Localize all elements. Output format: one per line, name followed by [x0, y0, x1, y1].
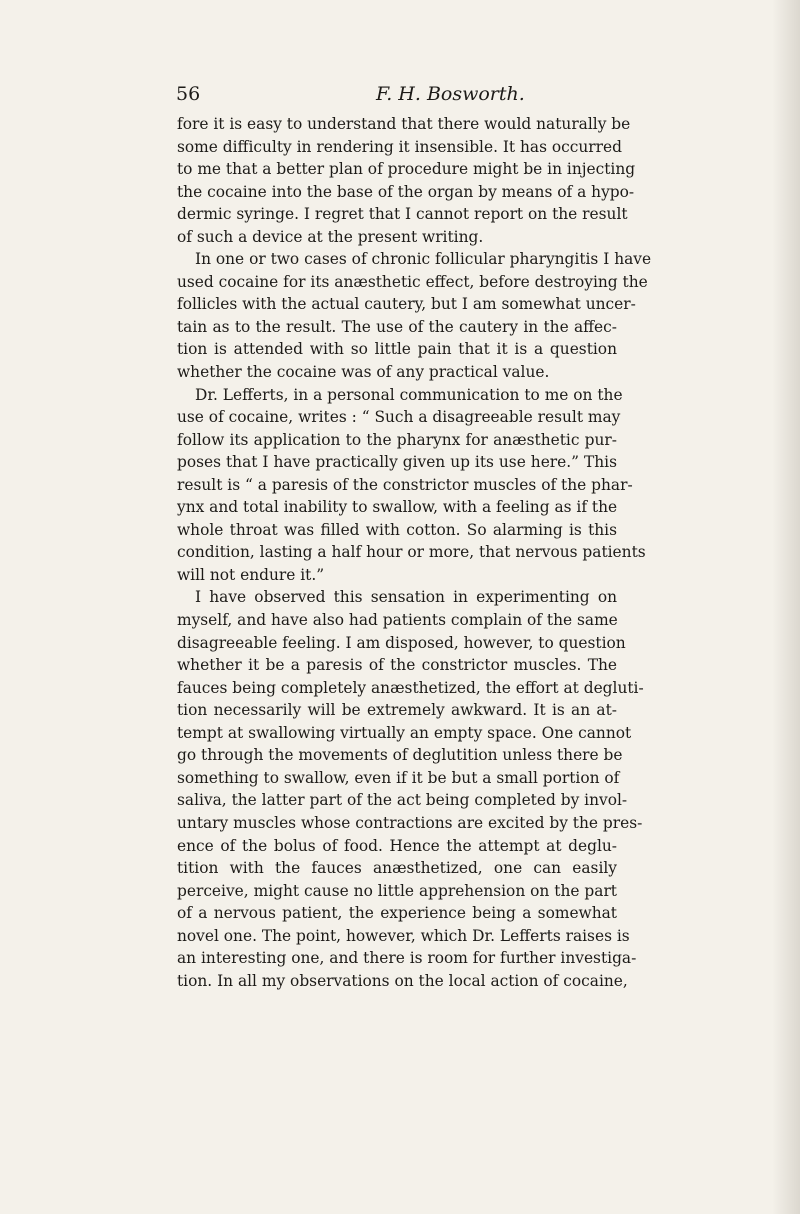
- text-line: perceive, might cause no little apprehension on the part: [177, 881, 617, 900]
- text-line: saliva, the latter part of the act being completed by invol-: [177, 791, 628, 810]
- text-line: the cocaine into the base of the organ by means of a hypo-: [177, 182, 635, 201]
- text-line: novel one. The point, however, which Dr. Lefferts raises is: [177, 926, 630, 945]
- text-line: result is “ a paresis of the constrictor muscles of the phar-: [177, 475, 633, 494]
- text-line: Dr. Lefferts, in a personal communication to me on the: [195, 385, 623, 404]
- text-line: tition with the fauces anæsthetized, one can easily: [177, 859, 617, 878]
- page-number: 56: [176, 83, 201, 105]
- text-line: ence of the bolus of food. Hence the attempt at deglu-: [177, 836, 617, 855]
- text-line: fore it is easy to understand that there would naturally be: [177, 115, 631, 133]
- text-line: fauces being completely anæsthetized, the effort at degluti-: [177, 678, 644, 697]
- text-line: In one or two cases of chronic follicular pharyngitis I have: [195, 250, 652, 269]
- text-line: whole throat was filled with cotton. So alarming is this: [177, 520, 617, 539]
- text-line: tion is attended with so little pain that it is a question: [177, 340, 617, 359]
- text-line: dermic syringe. I regret that I cannot report on the result: [177, 205, 628, 224]
- text-line: tain as to the result. The use of the cautery in the affec-: [177, 317, 617, 336]
- text-line: some difficulty in rendering it insensible. It has occurred: [177, 137, 622, 156]
- text-line: tempt at swallowing virtually an empty space. One cannot: [177, 723, 632, 742]
- text-line: ynx and total inability to swallow, with a feeling as if the: [177, 498, 618, 517]
- text-line: poses that I have practically given up its use here.” This: [177, 453, 617, 472]
- text-line: untary muscles whose contractions are excited by the pres-: [177, 813, 643, 832]
- text-line: condition, lasting a half hour or more, that nervous patients: [177, 543, 646, 562]
- text-line: tion necessarily will be extremely awkward. It is an at-: [177, 701, 617, 720]
- running-title: F. H. Bosworth.: [376, 83, 525, 105]
- text-line: an interesting one, and there is room for further investiga-: [177, 949, 637, 968]
- text-line: disagreeable feeling. I am disposed, however, to question: [177, 633, 626, 652]
- text-line: used cocaine for its anæsthetic effect, before destroying the: [177, 272, 648, 291]
- text-line: will not endure it.”: [177, 565, 325, 584]
- text-line: follicles with the actual cautery, but I am somewhat uncer-: [177, 295, 636, 314]
- text-line: tion. In all my observations on the local action of cocaine,: [177, 971, 628, 990]
- text-line: something to swallow, even if it be but a small portion of: [177, 768, 620, 787]
- body-text: [177, 113, 652, 992]
- text-line: myself, and have also had patients complain of the same: [177, 611, 618, 630]
- page-edge-shadow: [772, 0, 800, 1214]
- text-line: use of cocaine, writes : “ Such a disagreeable result may: [177, 408, 621, 427]
- text-line: whether the cocaine was of any practical value.: [177, 363, 550, 382]
- text-line: go through the movements of deglutition unless there be: [177, 746, 623, 765]
- text-line: of such a device at the present writing.: [177, 227, 484, 246]
- text-line: to me that a better plan of procedure might be in injecting: [177, 160, 636, 179]
- running-head: [176, 80, 616, 108]
- text-line: follow its application to the pharynx for anæsthetic pur-: [177, 430, 617, 449]
- text-line: I have observed this sensation in experimenting on: [195, 588, 617, 607]
- text-line: of a nervous patient, the experience being a somewhat: [177, 904, 617, 923]
- text-line: whether it be a paresis of the constrictor muscles. The: [177, 656, 617, 675]
